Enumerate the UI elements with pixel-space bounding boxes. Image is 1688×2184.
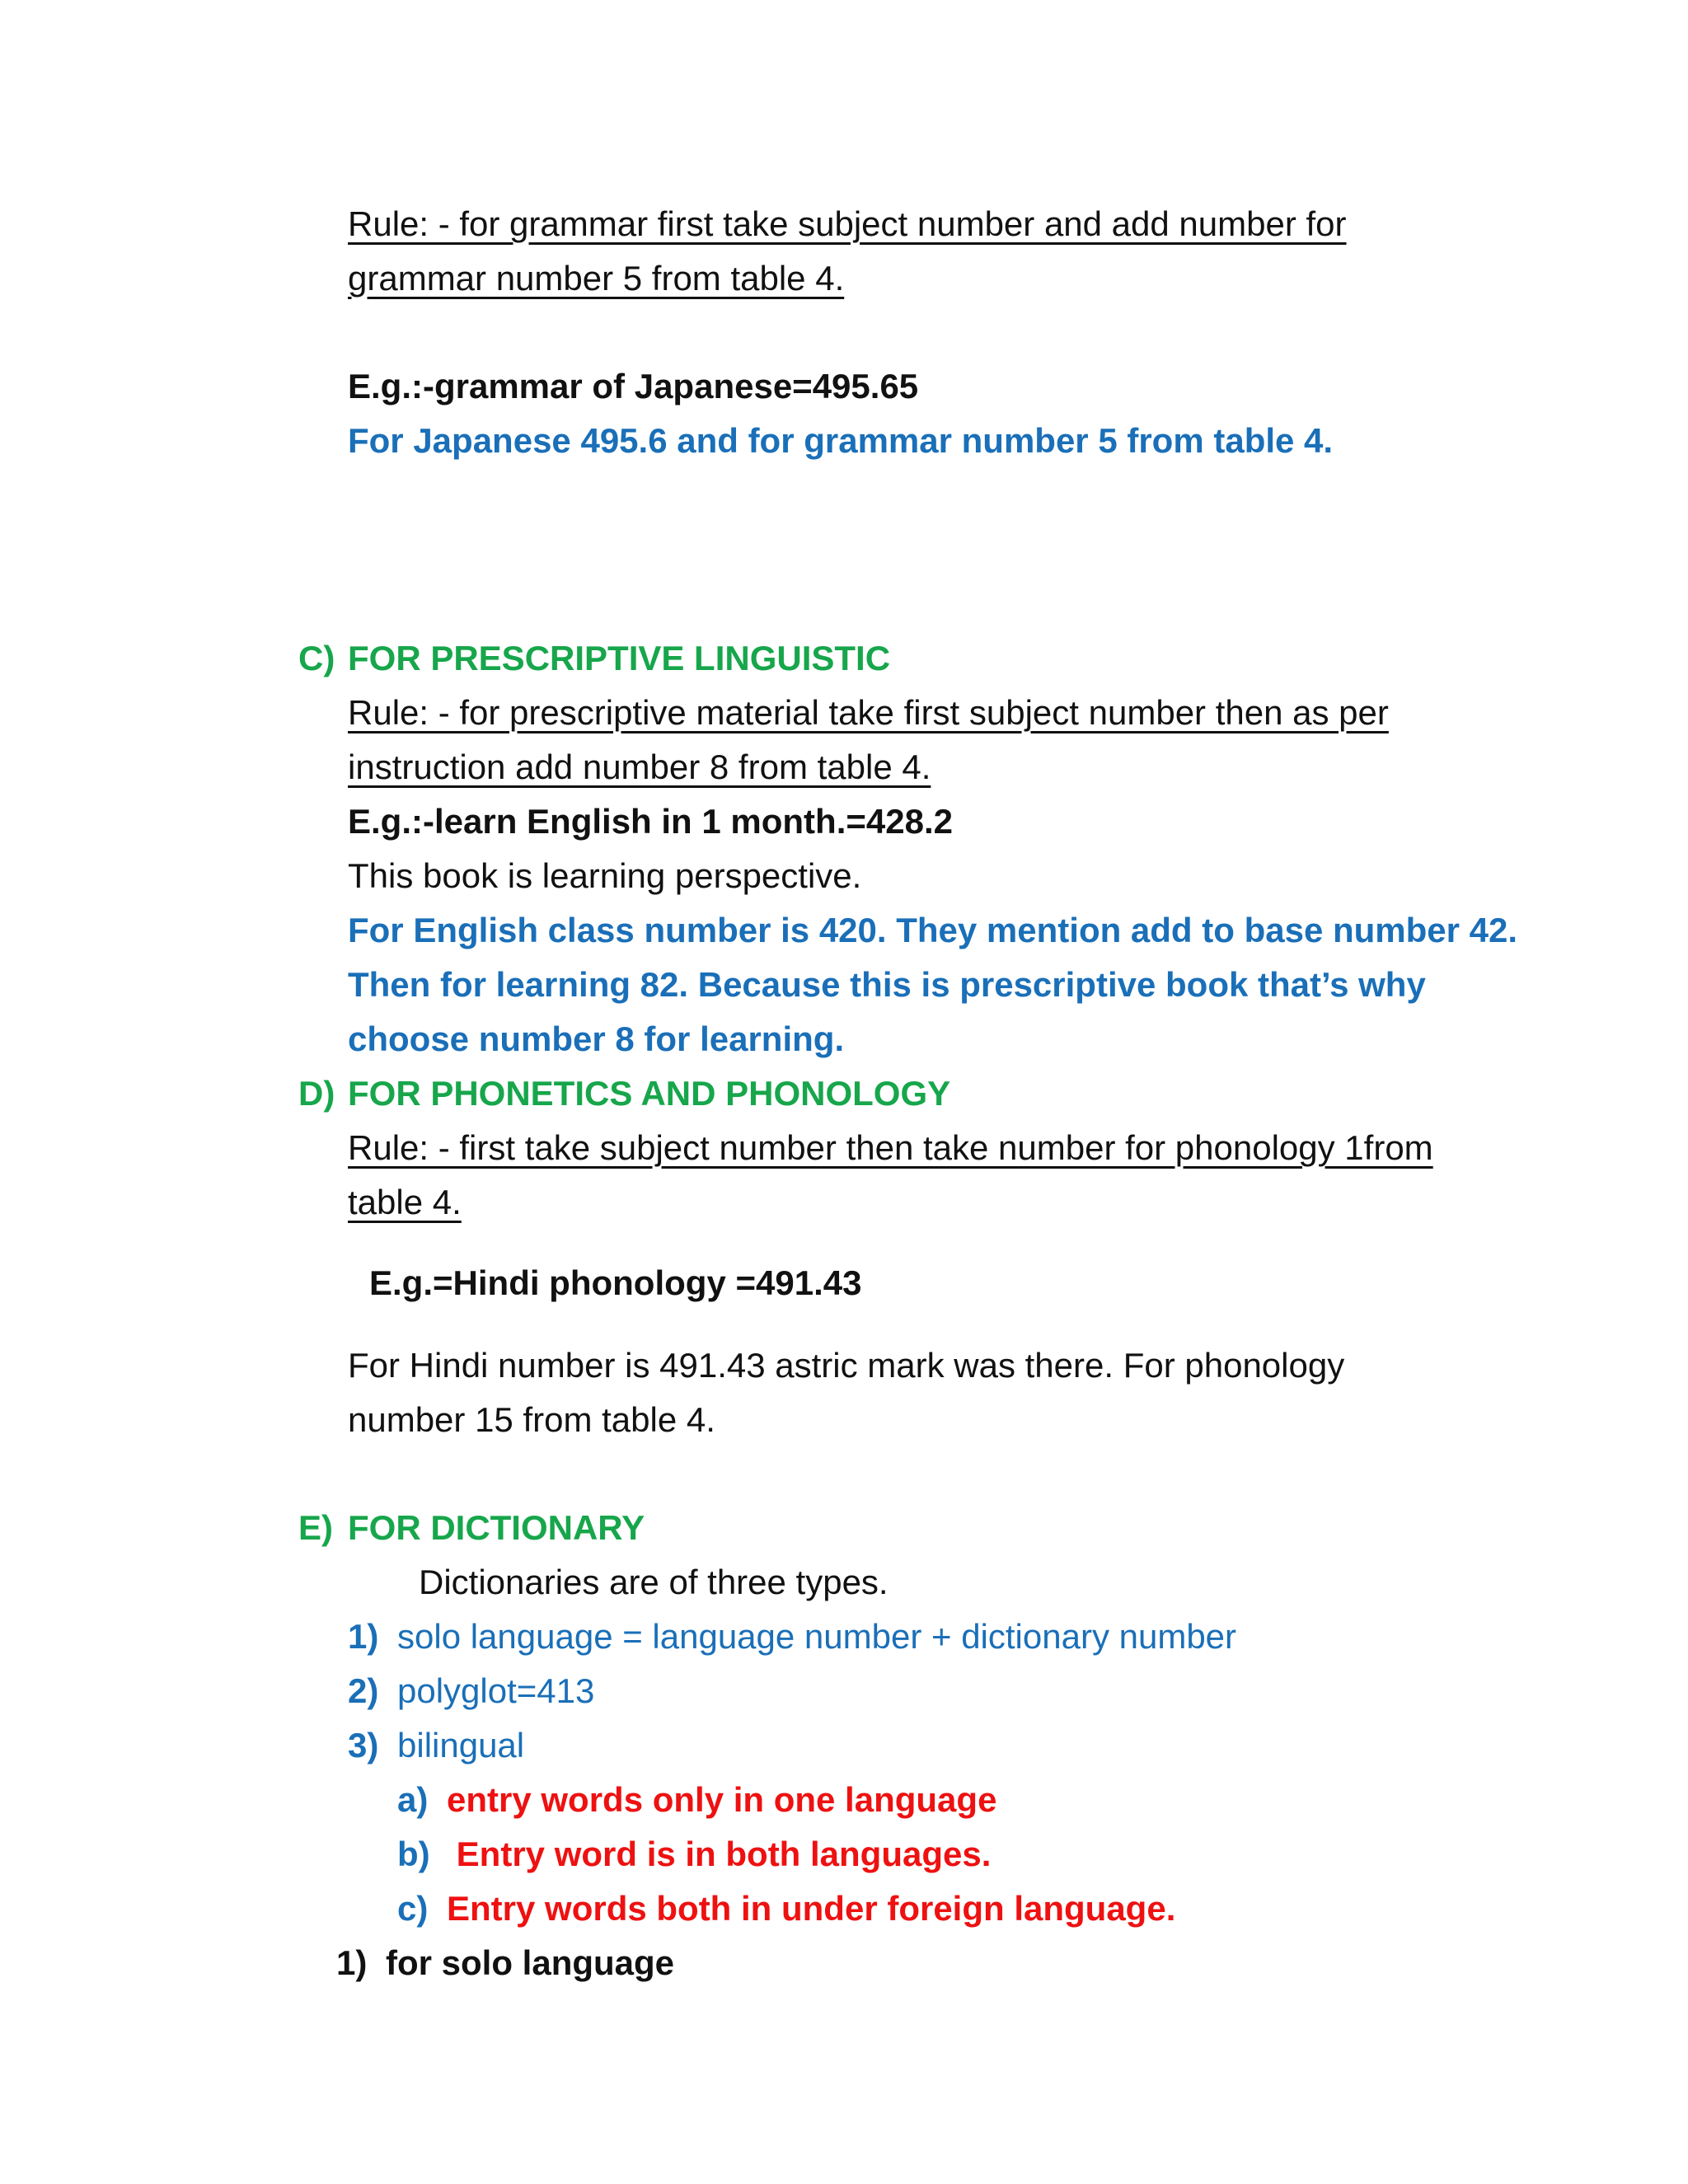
section-c-rule-line-1: Rule: - for prescriptive material take first subject number then as per <box>348 693 1389 732</box>
bilingual-subtype-text: Entry word is in both languages. <box>447 1835 992 1873</box>
solo-language-text: for solo language <box>386 1943 675 1982</box>
section-c-heading <box>298 641 890 676</box>
section-d-rule-line-2: table 4. <box>348 1183 462 1221</box>
section-c-explanation-line-2: Then for learning 82. Because this is prescriptive book that’s why <box>348 965 1426 1004</box>
grammar-example: E.g.:-grammar of Japanese=495.65 <box>348 367 919 405</box>
section-d-explanation-line-1: For Hindi number is 491.43 astric mark was there. For phonology <box>348 1346 1345 1385</box>
dictionary-type-marker: 2) <box>348 1671 379 1710</box>
section-d-example: E.g.=Hindi phonology =491.43 <box>369 1263 862 1302</box>
section-c-marker: C) <box>298 639 335 677</box>
grammar-rule-line-1: Rule: - for grammar first take subject number and add number for <box>348 204 1347 243</box>
bilingual-subtype-text: entry words only in one language <box>447 1780 997 1819</box>
bilingual-subtype-marker: a) <box>397 1780 429 1819</box>
section-e-marker: E) <box>298 1508 333 1547</box>
solo-language-subheading <box>336 1943 675 1982</box>
section-e-heading <box>298 1508 645 1547</box>
bilingual-subtype-marker: c) <box>397 1889 429 1928</box>
section-d-marker: D) <box>298 1074 335 1113</box>
dictionary-type-marker: 3) <box>348 1726 379 1765</box>
bilingual-subtype-marker: b) <box>397 1835 430 1873</box>
dictionary-type-item <box>348 1619 1236 1654</box>
grammar-explanation: For Japanese 495.6 and for grammar number 5 from table 4. <box>348 421 1334 460</box>
section-e-intro: Dictionaries are of three types. <box>419 1563 889 1601</box>
bilingual-subtype-item <box>397 1837 991 1872</box>
dictionary-type-text: bilingual <box>397 1726 525 1765</box>
grammar-rule-line-2: grammar number 5 from table 4. <box>348 259 845 298</box>
bilingual-subtype-item <box>397 1780 997 1819</box>
section-c-rule-line-2: instruction add number 8 from table 4. <box>348 748 931 786</box>
bilingual-subtype-item <box>397 1891 1175 1926</box>
section-d-rule-line-1: Rule: - first take subject number then take number for phonology 1from <box>348 1128 1433 1167</box>
bilingual-subtype-text: Entry words both in under foreign language. <box>447 1889 1176 1928</box>
dictionary-type-text: polyglot=413 <box>397 1671 595 1710</box>
section-d-explanation-line-2: number 15 from table 4. <box>348 1400 715 1439</box>
dictionary-type-item <box>348 1671 595 1710</box>
dictionary-type-item <box>348 1728 524 1763</box>
section-c-title: FOR PRESCRIPTIVE LINGUISTIC <box>348 639 891 677</box>
section-e-title: FOR DICTIONARY <box>348 1508 645 1547</box>
dictionary-type-text: solo language = language number + dictionary number <box>397 1617 1237 1656</box>
solo-language-marker: 1) <box>336 1943 368 1982</box>
section-c-example: E.g.:-learn English in 1 month.=428.2 <box>348 802 953 841</box>
section-c-note: This book is learning perspective. <box>348 856 862 895</box>
dictionary-type-marker: 1) <box>348 1617 379 1656</box>
section-c-explanation-line-3: choose number 8 for learning. <box>348 1019 845 1058</box>
section-d-title: FOR PHONETICS AND PHONOLOGY <box>348 1074 951 1113</box>
section-c-explanation-line-1: For English class number is 420. They mention add to base number 42. <box>348 911 1518 949</box>
section-d-heading <box>298 1076 950 1111</box>
